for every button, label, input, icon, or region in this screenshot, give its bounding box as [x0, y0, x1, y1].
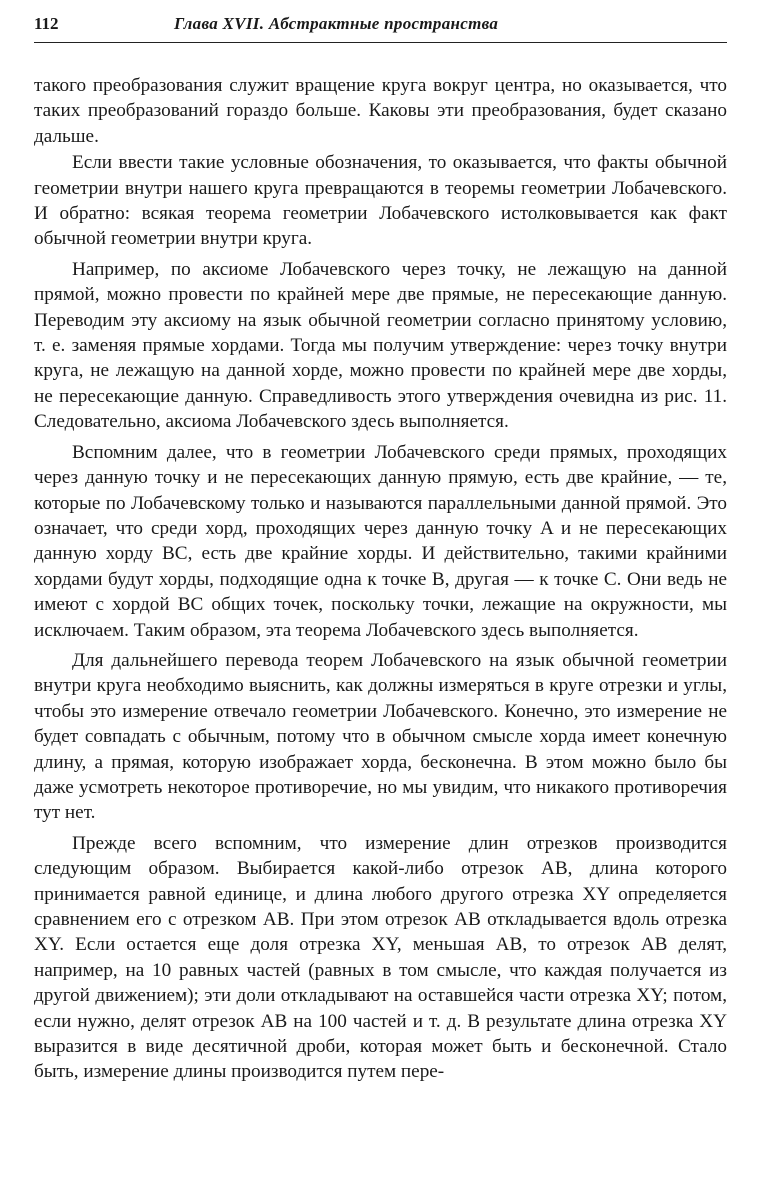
- paragraph-length: Прежде всего вспомним, что измерение длин отрезков производится следующим образом. Выбирается какой-либо отрезок AB, длина которого принимается равной единице, и длина любого другого отрезка XY определяется сравнением его с отрезком AB. При этом отрезок AB откладывается вдоль отрезка XY. Если остается еще доля отрезка XY, меньшая AB, то отрезок AB делят, например, на 10 равных частей (равных в том смысле, что каждая получается из другой движением); эти доли откладывают на оставшейся части отрезка XY; потом, если нужно, делят отрезок AB на 100 частей и т. д. В результате длина отрезка XY выразится в виде десятичной дроби, которая может быть и бесконечной. Стало быть, измерение длины производится путем пере-: [34, 832, 727, 1083]
- paragraph-measurement: Для дальнейшего перевода теорем Лобачевского на язык обычной геометрии внутри круга необходимо выяснить, как должны измеряться в круге отрезки и углы, чтобы это измерение отвечало геометрии Лобачевского. Конечно, это измерение не будет совпадать с обычным, потому что в обычном смысле хорда имеет конечную длину, а прямая, которую изображает хорда, бесконечна. В этом можно было бы даже усмотреть некоторое противоречие, но мы увидим, что никакого противоречия тут нет.: [34, 649, 727, 824]
- page-header: [34, 14, 727, 43]
- paragraph-parallels: Вспомним далее, что в геометрии Лобачевского среди прямых, проходящих через данную точку и не пересекающих данную прямую, есть две крайние, — те, которые по Лобачевскому только и называются параллельными данной прямой. Это означает, что среди хорд, проходящих через данную точку A и не пересекающих данную хорду BC, есть две крайние хорды. И действительно, такими крайними хордами будут хорды, подходящие одна к точке B, другая — к точке C. Они ведь не имеют с хордой BC общих точек, поскольку точки, лежащие на окружности, мы исключаем. Таким образом, эта теорема Лобачевского здесь выполняется.: [34, 441, 727, 641]
- paragraph-axiom: Например, по аксиоме Лобачевского через точку, не лежащую на данной прямой, можно провести по крайней мере две прямые, не пересекающие данную. Переводим эту аксиому на язык обычной геометрии согласно принятому условию, т. е. заменяя прямые хордами. Тогда мы получим утверждение: через точку внутри круга, не лежащую на данной хорде, можно провести по крайней мере две хорды, не пересекающие данную. Справедливость этого утверждения очевидна из рис. 11. Следовательно, аксиома Лобачевского здесь выполняется.: [34, 258, 727, 433]
- paragraph-notation: Если ввести такие условные обозначения, то оказывается, что факты обычной геометрии внутри нашего круга превращаются в теоремы геометрии Лобачевского. И обратно: всякая теорема геометрии Лобачевского истолковывается как факт обычной геометрии внутри круга.: [34, 152, 727, 250]
- body-text: [34, 73, 727, 1085]
- page-number: 112: [34, 14, 59, 33]
- running-title: Глава XVII. Абстрактные пространства: [174, 14, 499, 33]
- paragraph-continuation: такого преобразования служит вращение круга вокруг центра, но оказывается, что таких преобразований гораздо больше. Каковы эти преобразования, будет сказано дальше.: [34, 75, 727, 147]
